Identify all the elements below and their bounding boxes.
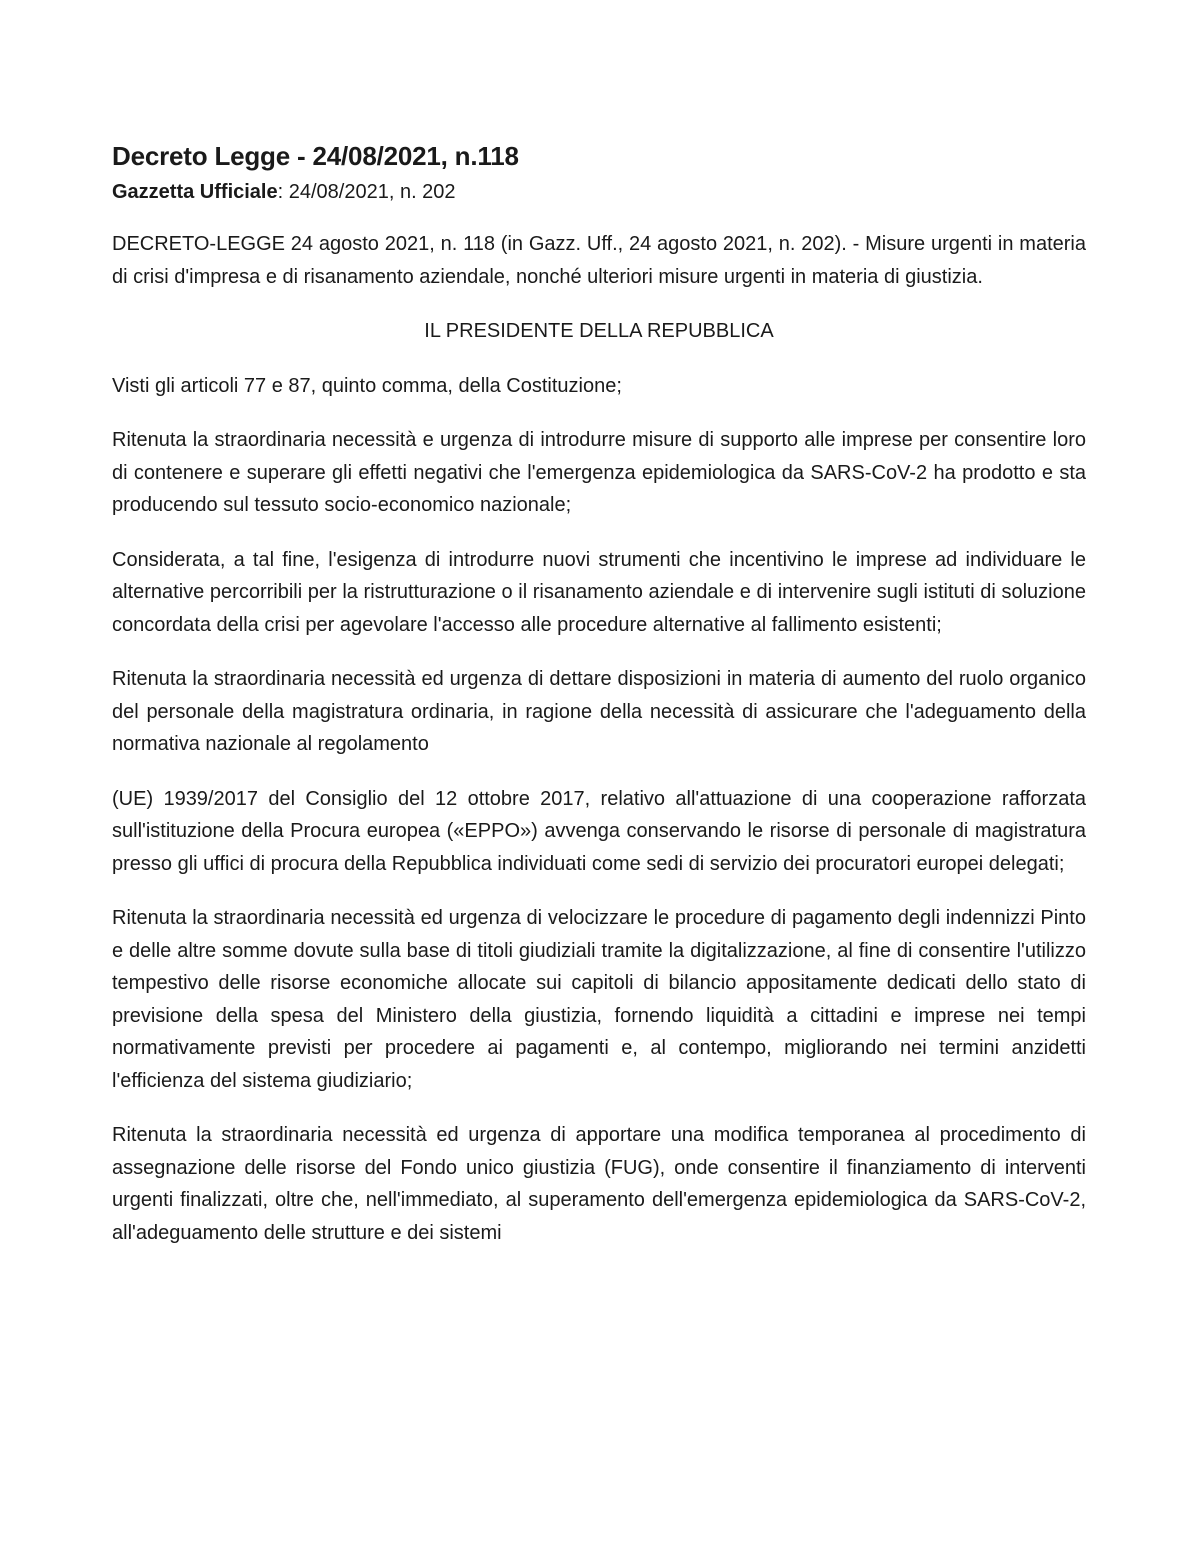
gazette-label: Gazzetta Ufficiale [112,181,278,203]
document-title: Decreto Legge - 24/08/2021, n.118 [112,141,519,171]
decree-heading-paragraph: DECRETO-LEGGE 24 agosto 2021, n. 118 (in Gazz. Uff., 24 agosto 2021, n. 202). - Misure urgenti in materia di crisi d'impresa e di risanamento aziendale, nonché ulteriori misure urgenti in materia di giustizia. [112,233,1086,288]
document-page [112,138,1086,1249]
body-paragraph: Considerata, a tal fine, l'esigenza di introdurre nuovi strumenti che incentivino le imprese ad individuare le alternative percorribili per la ristrutturazione o il risanamento aziendale e di intervenire sugli istituti di soluzione concordata della crisi per agevolare l'accesso alle procedure alternative al fallimento esistenti; [112,548,1086,636]
body-paragraph: Ritenuta la straordinaria necessità e urgenza di introdurre misure di supporto alle imprese per consentire loro di contenere e superare gli effetti negativi che l'emergenza epidemiologica da SARS-CoV-2 ha prodotto e sta producendo sul tessuto socio-economico nazionale; [112,429,1086,516]
body-paragraph: Ritenuta la straordinaria necessità ed urgenza di dettare disposizioni in materia di aumento del ruolo organico del personale della magistratura ordinaria, in ragione della necessità di assicurare che l'adeguamento della normativa nazionale al regolamento [112,668,1086,755]
body-paragraph: Ritenuta la straordinaria necessità ed urgenza di velocizzare le procedure di pagamento degli indennizzi Pinto e delle altre somme dovute sulla base di titoli giudiziali tramite la digitalizzazione, al fine di consentire l'utilizzo tempestivo delle risorse economiche allocate sui capitoli di bilancio appositamente dedicati dello stato di previsione della spesa del Ministero della giustizia, fornendo liquidità a cittadini e imprese nei tempi normativamente previsti per procedere ai pagamenti e, al contempo, migliorando nei termini anzidetti l'efficienza del sistema giudiziario; [112,907,1086,1092]
gazette-line [112,178,1086,206]
body-paragraph: Visti gli articoli 77 e 87, quinto comma, della Costituzione; [112,374,622,397]
body-paragraph: Ritenuta la straordinaria necessità ed urgenza di apportare una modifica temporanea al procedimento di assegnazione delle risorse del Fondo unico giustizia (FUG), onde consentire il finanziamento di interventi urgenti finalizzati, oltre che, nell'immediato, al superamento dell'emergenza epidemiologica da SARS-CoV-2, all'adeguamento delle strutture e dei sistemi [112,1124,1086,1244]
gazette-value: 24/08/2021, n. 202 [288,181,456,203]
gazette-separator: : [277,181,289,203]
body-paragraph: (UE) 1939/2017 del Consiglio del 12 ottobre 2017, relativo all'attuazione di una cooperazione rafforzata sull'istituzione della Procura europea («EPPO») avvenga conservando le risorse di personale di magistratura presso gli uffici di procura della Repubblica individuati come sedi di servizio dei procuratori europei delegati; [112,787,1086,875]
president-heading: IL PRESIDENTE DELLA REPUBBLICA [424,320,774,342]
